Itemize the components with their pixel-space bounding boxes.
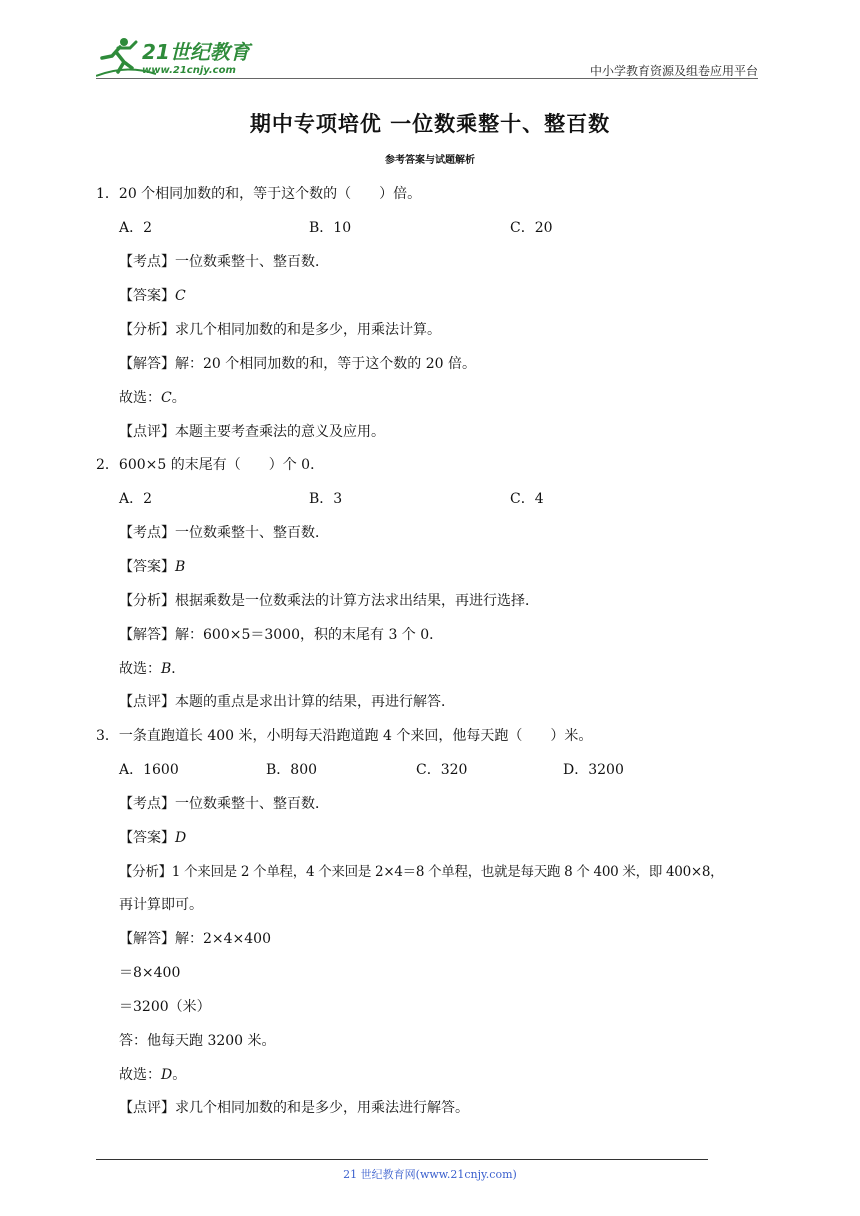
footer-divider xyxy=(96,1159,708,1160)
question-3-answer: 【答案】D xyxy=(119,830,187,846)
question-2-answer: 【答案】B xyxy=(119,559,186,575)
header-divider xyxy=(96,78,758,79)
question-1-analysis: 【分析】求几个相同加数的和是多少，用乘法计算。 xyxy=(119,322,441,338)
svg-text:www.21cnjy.com: www.21cnjy.com xyxy=(142,65,236,76)
question-1-comment: 【点评】本题主要考查乘法的意义及应用。 xyxy=(119,424,385,440)
question-2-option-c: C．4 xyxy=(510,491,544,507)
page-title: 期中专项培优 一位数乘整十、整百数 xyxy=(249,112,611,136)
question-2-stem: 2．600×5 的末尾有（ ）个 0． xyxy=(96,457,325,473)
question-3-analysis: 【分析】1 个来回是 2 个单程，4 个来回是 2×4＝8 个单程，也就是每天跑 8 个 400 米，即 400×8， xyxy=(119,864,724,880)
question-1-option-c: C．20 xyxy=(510,220,553,236)
question-1-option-a: A．2 xyxy=(119,220,153,236)
question-1-answer: 【答案】C xyxy=(119,288,186,304)
question-3-solution-4: 答：他每天跑 3200 米。 xyxy=(119,1033,276,1049)
question-2-solution: 【解答】解：600×5＝3000，积的末尾有 3 个 0． xyxy=(119,627,444,643)
question-3-solution-3: ＝3200（米） xyxy=(119,999,211,1015)
page-subtitle: 参考答案与试题解析 xyxy=(385,155,475,166)
footer-link[interactable]: 21 世纪教育网(www.21cnjy.com) xyxy=(343,1168,517,1181)
question-1-kaodian: 【考点】一位数乘整十、整百数． xyxy=(119,254,329,270)
question-2-option-b: B．3 xyxy=(309,491,343,507)
question-2-analysis: 【分析】根据乘数是一位数乘法的计算方法求出结果，再进行选择． xyxy=(119,593,539,609)
question-2-choose: 故选：B． xyxy=(119,661,186,677)
page-header xyxy=(96,34,758,78)
question-3-comment: 【点评】求几个相同加数的和是多少，用乘法进行解答。 xyxy=(119,1100,469,1116)
question-3-stem: 3．一条直跑道长 400 米，小明每天沿跑道跑 4 个来回，他每天跑（ ）米。 xyxy=(96,728,593,744)
question-1-solution: 【解答】解：20 个相同加数的和，等于这个数的 20 倍。 xyxy=(119,356,476,372)
question-1-stem: 1．20 个相同加数的和，等于这个数的（ ）倍。 xyxy=(96,186,422,202)
question-3-solution-2: ＝8×400 xyxy=(119,965,181,981)
question-3-option-c: C．320 xyxy=(416,762,468,778)
svg-text:21世纪教育: 21世纪教育 xyxy=(142,40,250,64)
platform-name: 中小学教育资源及组卷应用平台 xyxy=(589,64,758,78)
question-3-choose: 故选：D。 xyxy=(119,1067,187,1083)
question-3-solution-1: 【解答】解：2×4×400 xyxy=(119,931,271,947)
question-1-option-b: B．10 xyxy=(309,220,352,236)
question-3-option-a: A．1600 xyxy=(119,762,179,778)
question-3-analysis-cont: 再计算即可。 xyxy=(119,897,203,913)
question-2-kaodian: 【考点】一位数乘整十、整百数． xyxy=(119,525,329,541)
question-3-kaodian: 【考点】一位数乘整十、整百数． xyxy=(119,796,329,812)
question-3-option-b: B．800 xyxy=(266,762,318,778)
question-2-comment: 【点评】本题的重点是求出计算的结果，再进行解答． xyxy=(119,694,455,710)
question-3-option-d: D．3200 xyxy=(563,762,624,778)
question-2-option-a: A．2 xyxy=(119,491,153,507)
logo-icon xyxy=(96,34,266,78)
question-1-choose: 故选：C。 xyxy=(119,390,186,406)
